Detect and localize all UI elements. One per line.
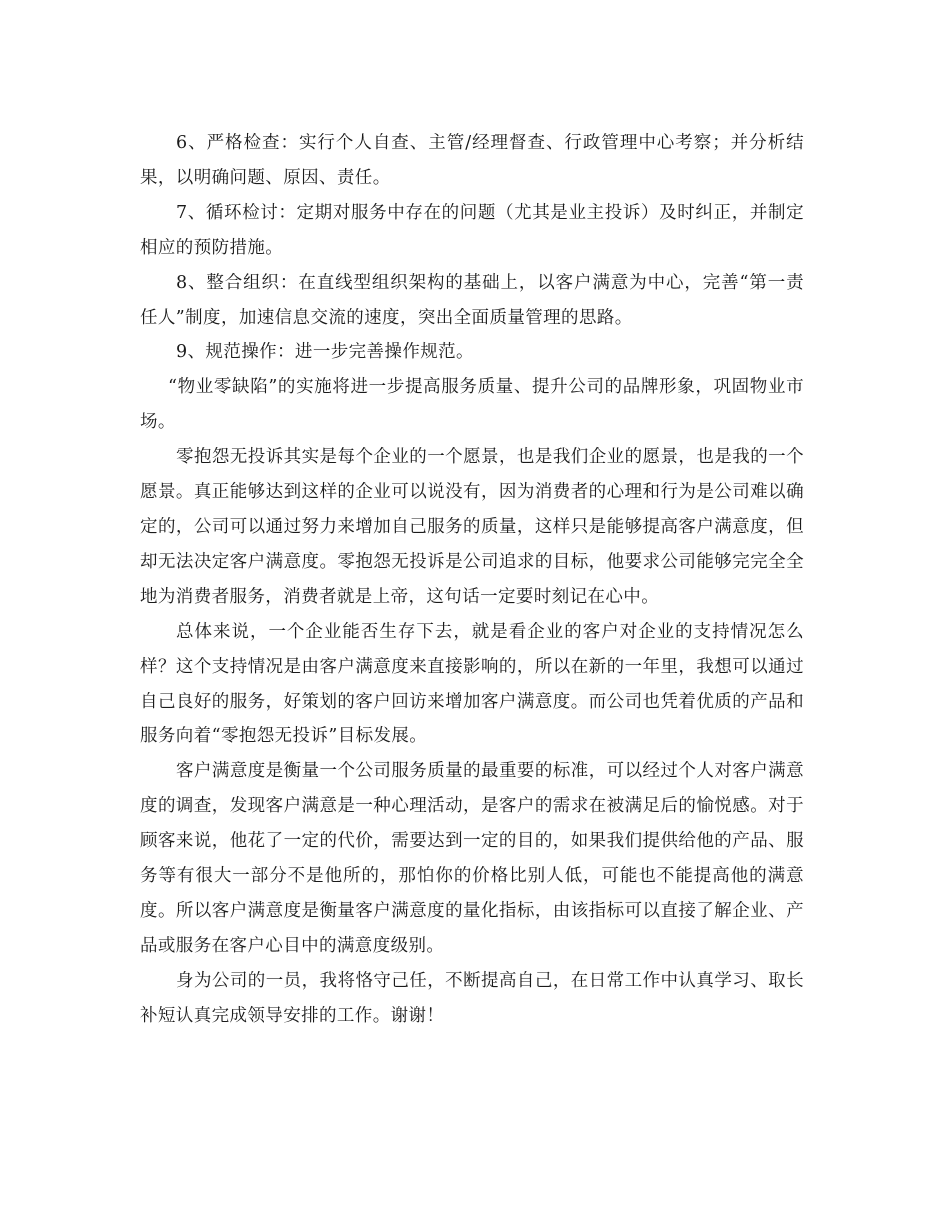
paragraph-item-9: 9、规范操作：进一步完善操作规范。	[176, 342, 474, 363]
document-page	[140, 126, 804, 1034]
paragraph-closing: 身为公司的一员，我将恪守己任，不断提高自己，在日常工作中认真学习、取长补短认真完成领导安排的工作。谢谢！	[140, 970, 804, 1026]
paragraph-item-7: 7、循环检讨：定期对服务中存在的问题（尤其是业主投诉）及时纠正，并制定相应的预防措施。	[140, 202, 804, 258]
paragraph-satisfaction: 客户满意度是衡量一个公司服务质量的最重要的标准，可以经过个人对客户满意度的调查，发现客户满意是一种心理活动，是客户的需求在被满足后的愉悦感。对于顾客来说，他花了一定的代价，需要达到一定的目的，如果我们提供给他的产品、服务等有很大一部分不是他所的，那怕你的价格比别人低，可能也不能提高他的满意度。所以客户满意度是衡量客户满意度的量化指标，由该指标可以直接了解企业、产品或服务在客户心目中的满意度级别。	[140, 761, 804, 956]
paragraph-zero-complaint: 零抱怨无投诉其实是每个企业的一个愿景，也是我们企业的愿景，也是我的一个愿景。真正能够达到这样的企业可以说没有，因为消费者的心理和行为是公司难以确定的，公司可以通过努力来增加自己服务的质量，这样只是能够提高客户满意度，但却无法决定客户满意度。零抱怨无投诉是公司追求的目标，他要求公司能够完完全全地为消费者服务，消费者就是上帝，这句话一定要时刻记在心中。	[140, 447, 804, 607]
paragraph-item-8: 8、整合组织：在直线型组织架构的基础上，以客户满意为中心，完善“第一责任人”制度，加速信息交流的速度，突出全面质量管理的思路。	[140, 272, 804, 328]
paragraph-overall: 总体来说，一个企业能否生存下去，就是看企业的客户对企业的支持情况怎么样？这个支持情况是由客户满意度来直接影响的，所以在新的一年里，我想可以通过自己良好的服务，好策划的客户回访来增加客户满意度。而公司也凭着优质的产品和服务向着“零抱怨无投诉”目标发展。	[140, 621, 804, 747]
paragraph-zero-defect: “物业零缺陷”的实施将进一步提高服务质量、提升公司的品牌形象，巩固物业市场。	[140, 377, 804, 433]
paragraph-item-6: 6、严格检查：实行个人自查、主管/经理督查、行政管理中心考察；并分析结果，以明确问题、原因、责任。	[140, 133, 804, 188]
